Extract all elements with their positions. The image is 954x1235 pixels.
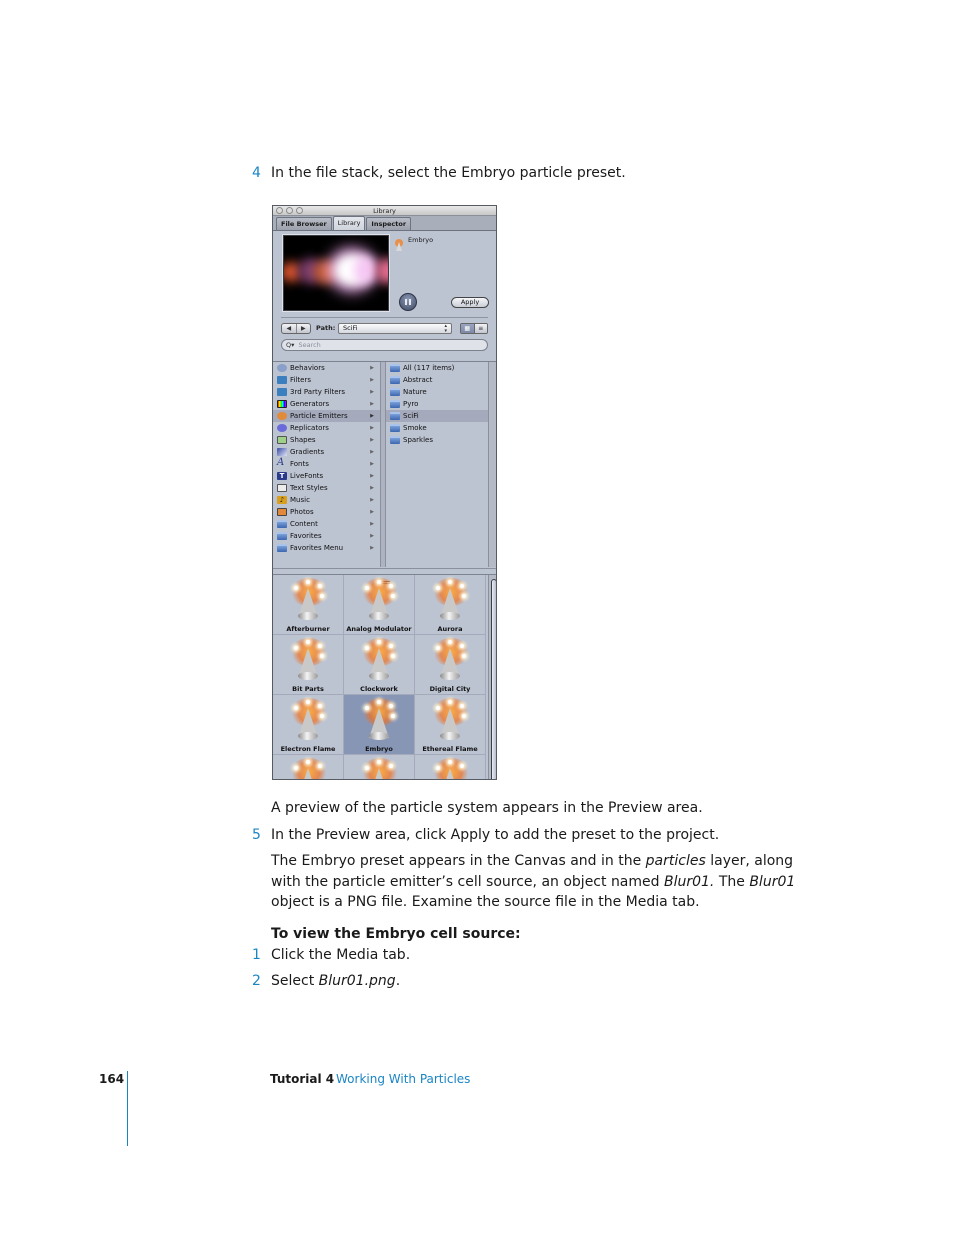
preset-partial[interactable] xyxy=(273,755,344,780)
category-behaviors[interactable]: Behaviors ▶ xyxy=(273,362,380,374)
scrollbar[interactable] xyxy=(488,575,497,780)
forward-arrow-icon[interactable]: ▶ xyxy=(300,325,306,332)
scrollbar[interactable] xyxy=(488,362,497,567)
music-icon: ♪ xyxy=(277,496,287,504)
disclosure-arrow-icon: ▶ xyxy=(370,389,374,395)
page-number: 164 xyxy=(99,1072,125,1086)
disclosure-arrow-icon: ▶ xyxy=(370,461,374,467)
task-step-1 xyxy=(252,945,411,965)
folder-icon xyxy=(390,424,400,432)
particle-emitter-icon xyxy=(430,638,470,682)
preset-embryo[interactable]: Embryo xyxy=(344,695,415,755)
subfolder-smoke[interactable]: Smoke xyxy=(386,422,488,434)
step-5 xyxy=(252,825,720,845)
tab-bar xyxy=(273,216,496,231)
folder-icon xyxy=(277,544,287,552)
preset-partial[interactable] xyxy=(344,755,415,780)
disclosure-arrow-icon: ▶ xyxy=(370,377,374,383)
footer-rule xyxy=(127,1071,128,1146)
disclosure-arrow-icon: ▶ xyxy=(370,545,374,551)
filter-icon xyxy=(277,376,287,384)
disclosure-arrow-icon: ▶ xyxy=(370,497,374,503)
preview-area xyxy=(273,231,496,351)
preview-canvas xyxy=(283,235,389,311)
subfolder-nature[interactable]: Nature xyxy=(386,386,488,398)
particle-emitter-icon xyxy=(288,698,328,742)
step-text: In the Preview area, click Apply to add the preset to the project. xyxy=(271,827,720,843)
step-text: In the file stack, select the Embryo particle preset. xyxy=(271,165,626,181)
search-placeholder: Search xyxy=(298,341,321,349)
disclosure-arrow-icon: ▶ xyxy=(370,437,374,443)
pause-icon xyxy=(405,299,407,305)
split-view-handle[interactable] xyxy=(273,568,497,575)
back-forward-buttons xyxy=(281,323,311,334)
particle-emitter-icon xyxy=(359,638,399,682)
category-list xyxy=(273,362,380,567)
apply-button[interactable]: Apply xyxy=(451,297,489,308)
subfolder-list xyxy=(386,362,488,567)
category-particle-emitters[interactable]: Particle Emitters ▶ xyxy=(273,410,380,422)
folder-icon xyxy=(390,436,400,444)
preview-note: A preview of the particle system appears in the Preview area. xyxy=(271,800,703,816)
folder-icon xyxy=(390,364,400,372)
preset-clockwork[interactable]: Clockwork xyxy=(344,635,415,695)
particle-emitter-icon xyxy=(359,578,399,622)
category-filters[interactable]: Filters ▶ xyxy=(273,374,380,386)
particle-emitter-icon xyxy=(430,758,470,780)
folder-icon xyxy=(277,520,287,528)
subfolder-pyro[interactable]: Pyro xyxy=(386,398,488,410)
divider xyxy=(281,317,488,318)
text-style-icon xyxy=(277,484,287,492)
category-favorites-menu[interactable]: Favorites Menu ▶ xyxy=(273,542,380,554)
step-number: 1 xyxy=(252,947,261,963)
path-bar xyxy=(281,323,488,335)
preset-partial[interactable] xyxy=(415,755,486,780)
tab-file-browser[interactable]: File Browser xyxy=(276,217,332,230)
search-field[interactable] xyxy=(281,339,488,351)
step-number: 5 xyxy=(252,827,261,843)
category-text-styles[interactable]: Text Styles ▶ xyxy=(273,482,380,494)
preset-aurora[interactable]: Aurora xyxy=(415,575,486,635)
search-icon: Q▾ xyxy=(286,341,295,349)
scrollbar-thumb[interactable] xyxy=(491,579,497,780)
generator-icon xyxy=(277,400,287,408)
file-stack xyxy=(273,575,488,780)
category-livefonts[interactable]: T LiveFonts ▶ xyxy=(273,470,380,482)
preset-bit-parts[interactable]: Bit Parts xyxy=(273,635,344,695)
gear-icon xyxy=(277,364,287,372)
particle-emitter-icon xyxy=(288,578,328,622)
folder-icon xyxy=(277,532,287,540)
folder-icon xyxy=(390,412,400,420)
path-value: SciFi xyxy=(343,324,358,332)
category-fonts[interactable]: A Fonts ▶ xyxy=(277,457,374,468)
preset-name: Embryo xyxy=(408,236,434,244)
step-number: 2 xyxy=(252,973,261,989)
updown-arrows-icon: ▴ ▾ xyxy=(444,323,447,334)
disclosure-arrow-icon: ▶ xyxy=(370,485,374,491)
photo-icon xyxy=(277,508,287,516)
category-3rd-party-filters[interactable]: 3rd Party Filters ▶ xyxy=(273,386,380,398)
particle-emitter-icon xyxy=(288,758,328,780)
replicator-icon xyxy=(277,424,287,432)
category-gradients[interactable]: Gradients ▶ xyxy=(273,446,380,458)
livefont-icon: T xyxy=(277,472,287,480)
window-title: Library xyxy=(373,207,396,215)
preset-analog-modulator[interactable]: Analog Modulator xyxy=(344,575,415,635)
category-shapes[interactable]: Shapes ▶ xyxy=(273,434,380,446)
disclosure-arrow-icon: ▶ xyxy=(370,473,374,479)
preset-electron-flame[interactable]: Electron Flame xyxy=(273,695,344,755)
subfolder-scifi[interactable]: SciFi xyxy=(386,410,488,422)
title-bar[interactable] xyxy=(273,206,496,216)
particle-icon xyxy=(277,412,287,420)
filter-icon xyxy=(277,388,287,396)
back-arrow-icon[interactable]: ◀ xyxy=(282,324,297,333)
disclosure-arrow-icon: ▶ xyxy=(370,413,374,419)
disclosure-arrow-icon: ▶ xyxy=(370,509,374,515)
step-number: 4 xyxy=(252,165,261,181)
particle-emitter-icon xyxy=(430,578,470,622)
particle-emitter-icon xyxy=(359,758,399,780)
library-browser xyxy=(273,361,497,568)
category-content[interactable]: Content ▶ xyxy=(273,518,380,530)
disclosure-arrow-icon: ▶ xyxy=(370,521,374,527)
disclosure-arrow-icon: ▶ xyxy=(370,365,374,371)
tab-library[interactable]: Library xyxy=(333,216,366,230)
library-window xyxy=(272,205,497,780)
step-text: Click the Media tab. xyxy=(271,947,411,963)
chapter-title-link[interactable]: Working With Particles xyxy=(336,1072,471,1086)
category-replicators[interactable]: Replicators ▶ xyxy=(273,422,380,434)
category-photos[interactable]: Photos ▶ xyxy=(273,506,380,518)
pause-button[interactable] xyxy=(399,293,417,311)
folder-icon xyxy=(390,376,400,384)
subfolder-abstract[interactable]: Abstract xyxy=(386,374,488,386)
disclosure-arrow-icon: ▶ xyxy=(370,401,374,407)
folder-icon xyxy=(390,388,400,396)
subfolder-all[interactable]: All (117 items) xyxy=(386,362,488,374)
list-view-button[interactable]: ≡ xyxy=(475,324,488,333)
chapter-label: Tutorial 4 xyxy=(270,1072,335,1086)
font-icon: A xyxy=(277,457,285,468)
disclosure-arrow-icon: ▶ xyxy=(370,449,374,455)
shape-icon xyxy=(277,436,287,444)
particle-emitter-icon xyxy=(359,698,399,742)
folder-icon xyxy=(390,400,400,408)
path-label: Path: xyxy=(316,324,336,332)
tab-inspector[interactable]: Inspector xyxy=(366,217,411,230)
task-heading: To view the Embryo cell source: xyxy=(271,926,521,942)
step-4 xyxy=(252,163,626,183)
particle-emitter-icon xyxy=(393,236,405,248)
category-music[interactable]: ♪ Music ▶ xyxy=(273,494,380,506)
preset-ethereal-flame[interactable]: Ethereal Flame xyxy=(415,695,486,755)
category-generators[interactable]: Generators ▶ xyxy=(273,398,380,410)
category-favorites[interactable]: Favorites ▶ xyxy=(273,530,380,542)
subfolder-sparkles[interactable]: Sparkles xyxy=(386,434,488,446)
icon-view-button[interactable]: ▦ xyxy=(461,324,475,333)
gradient-icon xyxy=(277,448,287,456)
task-step-2: 2 Select Blur01.png. xyxy=(252,973,401,989)
preset-digital-city[interactable]: Digital City xyxy=(415,635,486,695)
particle-emitter-icon xyxy=(288,638,328,682)
disclosure-arrow-icon: ▶ xyxy=(370,425,374,431)
view-toggle xyxy=(460,323,488,334)
preset-afterburner[interactable]: Afterburner xyxy=(273,575,344,635)
particle-emitter-icon xyxy=(430,698,470,742)
disclosure-arrow-icon: ▶ xyxy=(370,533,374,539)
path-popup[interactable] xyxy=(338,323,452,334)
result-paragraph: The Embryo preset appears in the Canvas and in the particles layer, along with the particle emitter’s cell source, an object named Blur01. The Blur01 object is a PNG file. Examine the source file in the Media tab. xyxy=(271,853,796,910)
